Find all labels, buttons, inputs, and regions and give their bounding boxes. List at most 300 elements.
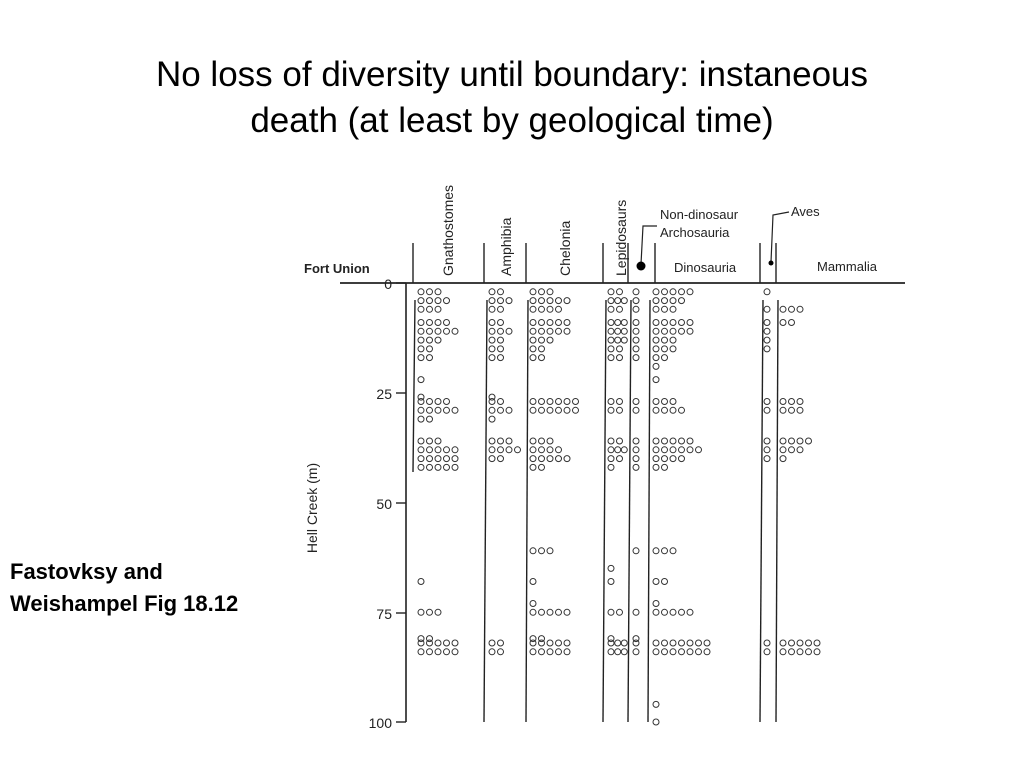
occurrence-point-mammalia [780,306,786,312]
occurrence-point-gnathostomes [444,298,450,304]
occurrence-point-lepidosaurs [608,464,614,470]
occurrence-point-dinosauria [696,649,702,655]
column-label-mammalia: Mammalia [817,259,877,274]
occurrence-point-lepidosaurs [617,355,623,361]
occurrence-point-chelonia [564,649,570,655]
occurrence-point-gnathostomes [418,649,424,655]
occurrence-point-dinosauria [662,407,668,413]
occurrence-point-archosauria [633,456,639,462]
occurrence-point-dinosauria [653,337,659,343]
occurrence-point-gnathostomes [435,640,441,646]
occurrence-point-archosauria [633,399,639,405]
occurrence-point-chelonia [530,609,536,615]
occurrence-point-archosauria [633,464,639,470]
occurrence-point-amphibia [489,298,495,304]
occurrence-point-lepidosaurs [608,355,614,361]
aves-marker [769,261,774,266]
occurrence-point-archosauria [633,328,639,334]
occurrence-point-lepidosaurs [608,579,614,585]
occurrence-point-amphibia [506,328,512,334]
occurrence-point-mammalia [780,640,786,646]
occurrence-point-gnathostomes [435,464,441,470]
occurrence-point-dinosauria [653,579,659,585]
occurrence-point-gnathostomes [435,320,441,326]
occurrence-point-gnathostomes [427,320,433,326]
occurrence-point-dinosauria [687,447,693,453]
occurrence-point-lepidosaurs [608,447,614,453]
occurrence-point-lepidosaurs [621,320,627,326]
occurrence-point-chelonia [547,649,553,655]
occurrence-point-lepidosaurs [608,289,614,295]
occurrence-point-mammalia [780,649,786,655]
occurrence-point-chelonia [539,609,545,615]
column-label-gnathostomes: Gnathostomes [440,184,456,276]
occurrence-point-aves [764,456,770,462]
occurrence-point-archosauria [633,447,639,453]
occurrence-point-archosauria [633,346,639,352]
occurrence-point-archosauria [633,298,639,304]
occurrence-point-lepidosaurs [608,640,614,646]
column-labels [440,185,878,276]
occurrence-point-lepidosaurs [621,337,627,343]
occurrence-point-dinosauria [687,289,693,295]
occurrence-point-dinosauria [653,298,659,304]
occurrence-point-gnathostomes [418,399,424,405]
occurrence-point-amphibia [498,320,504,326]
occurrence-point-lepidosaurs [617,289,623,295]
tick-label-100: 100 [368,715,392,731]
occurrence-point-amphibia [498,346,504,352]
occurrence-point-gnathostomes [435,447,441,453]
occurrence-point-lepidosaurs [608,609,614,615]
citation-line-1: Fastovksy and [10,559,163,584]
occurrence-point-mammalia [789,640,795,646]
occurrence-point-chelonia [530,355,536,361]
column-label-dinosauria: Dinosauria [674,260,737,275]
occurrence-point-dinosauria [687,649,693,655]
occurrence-point-amphibia [515,447,521,453]
occurrence-point-amphibia [498,337,504,343]
occurrence-point-amphibia [489,649,495,655]
occurrence-point-gnathostomes [435,337,441,343]
occurrence-point-lepidosaurs [615,328,621,334]
occurrence-point-dinosauria [679,640,685,646]
occurrence-point-mammalia [806,649,812,655]
occurrence-point-lepidosaurs [615,649,621,655]
occurrence-point-chelonia [564,407,570,413]
occurrence-point-dinosauria [653,701,659,707]
occurrence-point-chelonia [530,601,536,607]
occurrence-point-lepidosaurs [608,298,614,304]
occurrence-point-gnathostomes [452,456,458,462]
occurrence-point-gnathostomes [427,609,433,615]
column-label-archosauria: Archosauria [660,225,730,240]
occurrence-point-dinosauria [670,456,676,462]
occurrence-point-chelonia [539,346,545,352]
occurrence-point-dinosauria [704,649,710,655]
occurrence-point-gnathostomes [418,407,424,413]
occurrence-point-gnathostomes [427,399,433,405]
archosauria-marker [637,262,646,271]
occurrence-point-mammalia [780,399,786,405]
column-label-aves: Aves [791,204,820,219]
occurrence-point-mammalia [780,320,786,326]
occurrence-point-mammalia [780,447,786,453]
occurrence-point-chelonia [539,399,545,405]
occurrence-point-mammalia [806,438,812,444]
occurrence-point-amphibia [498,328,504,334]
occurrence-point-chelonia [547,337,553,343]
occurrence-point-chelonia [530,346,536,352]
occurrence-point-chelonia [530,298,536,304]
occurrence-point-chelonia [530,447,536,453]
occurrence-point-gnathostomes [444,447,450,453]
occurrence-point-chelonia [539,306,545,312]
occurrence-point-mammalia [806,640,812,646]
occurrence-point-chelonia [530,464,536,470]
occurrence-point-dinosauria [653,640,659,646]
occurrence-point-dinosauria [679,447,685,453]
occurrence-point-dinosauria [653,363,659,369]
occurrence-point-dinosauria [687,328,693,334]
kt-boundary [304,261,905,283]
occurrence-point-chelonia [556,399,562,405]
occurrence-point-lepidosaurs [615,320,621,326]
occurrence-point-dinosauria [662,355,668,361]
occurrence-point-chelonia [547,328,553,334]
occurrence-point-dinosauria [653,355,659,361]
occurrence-point-chelonia [539,464,545,470]
occurrence-point-mammalia [789,447,795,453]
range-line-chelonia [526,300,528,722]
occurrence-point-lepidosaurs [621,298,627,304]
occurrence-point-lepidosaurs [608,306,614,312]
occurrence-point-mammalia [789,438,795,444]
occurrence-point-chelonia [539,337,545,343]
occurrence-point-gnathostomes [427,328,433,334]
range-line-lepidosaurs [603,300,606,722]
occurrence-point-gnathostomes [418,640,424,646]
occurrence-points [418,289,820,725]
occurrence-point-lepidosaurs [608,456,614,462]
occurrence-point-chelonia [539,548,545,554]
occurrence-point-gnathostomes [452,640,458,646]
occurrence-point-dinosauria [653,719,659,725]
occurrence-point-gnathostomes [418,320,424,326]
occurrence-point-gnathostomes [444,640,450,646]
occurrence-point-gnathostomes [418,346,424,352]
occurrence-point-lepidosaurs [615,447,621,453]
occurrence-point-amphibia [489,346,495,352]
occurrence-point-chelonia [530,649,536,655]
occurrence-point-chelonia [547,609,553,615]
occurrence-point-dinosauria [653,407,659,413]
occurrence-point-gnathostomes [427,337,433,343]
occurrence-point-amphibia [498,306,504,312]
occurrence-point-amphibia [489,416,495,422]
occurrence-point-dinosauria [662,640,668,646]
occurrence-point-dinosauria [653,447,659,453]
column-label-lepidosaurs: Lepidosaurs [613,199,629,276]
occurrence-point-dinosauria [670,548,676,554]
occurrence-point-gnathostomes [418,355,424,361]
range-line-mammalia [776,300,778,722]
occurrence-point-gnathostomes [427,346,433,352]
occurrence-point-gnathostomes [418,377,424,383]
occurrence-point-mammalia [797,640,803,646]
occurrence-point-dinosauria [653,609,659,615]
occurrence-point-aves [764,328,770,334]
occurrence-point-mammalia [814,640,820,646]
occurrence-point-amphibia [498,649,504,655]
occurrence-point-dinosauria [662,328,668,334]
column-dividers [413,243,778,722]
occurrence-point-dinosauria [662,320,668,326]
occurrence-point-chelonia [556,609,562,615]
occurrence-point-lepidosaurs [608,320,614,326]
occurrence-point-chelonia [556,320,562,326]
occurrence-point-chelonia [530,399,536,405]
occurrence-point-chelonia [556,640,562,646]
occurrence-point-gnathostomes [427,289,433,295]
occurrence-point-amphibia [506,447,512,453]
occurrence-point-dinosauria [670,346,676,352]
occurrence-point-dinosauria [696,640,702,646]
tick-label-75: 75 [376,606,392,622]
occurrence-point-chelonia [564,298,570,304]
occurrence-point-gnathostomes [435,649,441,655]
occurrence-point-chelonia [547,320,553,326]
occurrence-point-lepidosaurs [617,609,623,615]
occurrence-point-amphibia [489,456,495,462]
occurrence-point-lepidosaurs [608,337,614,343]
occurrence-point-archosauria [633,640,639,646]
occurrence-point-archosauria [633,548,639,554]
occurrence-point-dinosauria [653,456,659,462]
occurrence-point-gnathostomes [435,298,441,304]
occurrence-point-chelonia [530,337,536,343]
occurrence-point-dinosauria [662,289,668,295]
occurrence-point-mammalia [780,456,786,462]
occurrence-point-gnathostomes [418,609,424,615]
occurrence-point-gnathostomes [427,456,433,462]
occurrence-point-chelonia [573,399,579,405]
occurrence-point-chelonia [539,320,545,326]
occurrence-point-archosauria [633,609,639,615]
occurrence-point-mammalia [797,306,803,312]
occurrence-point-amphibia [498,456,504,462]
occurrence-point-dinosauria [662,649,668,655]
occurrence-point-lepidosaurs [615,298,621,304]
occurrence-point-lepidosaurs [621,649,627,655]
slide-title-line-1: No loss of diversity until boundary: instaneous [155,55,869,94]
occurrence-point-amphibia [489,289,495,295]
occurrence-point-chelonia [547,640,553,646]
occurrence-point-amphibia [489,438,495,444]
occurrence-point-aves [764,438,770,444]
occurrence-point-dinosauria [670,320,676,326]
occurrence-point-dinosauria [670,609,676,615]
occurrence-point-chelonia [547,548,553,554]
occurrence-point-lepidosaurs [617,407,623,413]
occurrence-point-lepidosaurs [617,346,623,352]
tick-label-25: 25 [376,386,392,402]
occurrence-point-amphibia [489,320,495,326]
occurrence-point-chelonia [556,456,562,462]
occurrence-point-gnathostomes [427,306,433,312]
occurrence-point-dinosauria [653,377,659,383]
occurrence-point-chelonia [530,579,536,585]
occurrence-point-lepidosaurs [621,447,627,453]
occurrence-point-gnathostomes [418,464,424,470]
occurrence-point-amphibia [498,447,504,453]
occurrence-point-dinosauria [662,456,668,462]
occurrence-point-lepidosaurs [615,640,621,646]
occurrence-point-chelonia [530,407,536,413]
occurrence-point-chelonia [564,640,570,646]
occurrence-point-aves [764,447,770,453]
occurrence-point-chelonia [547,456,553,462]
occurrence-point-dinosauria [679,649,685,655]
occurrence-point-amphibia [489,399,495,405]
occurrence-point-chelonia [530,640,536,646]
occurrence-point-chelonia [530,456,536,462]
occurrence-point-gnathostomes [444,399,450,405]
occurrence-point-dinosauria [653,346,659,352]
occurrence-point-gnathostomes [427,447,433,453]
occurrence-point-dinosauria [670,447,676,453]
occurrence-point-gnathostomes [435,328,441,334]
occurrence-point-mammalia [789,407,795,413]
occurrence-point-dinosauria [670,289,676,295]
occurrence-point-gnathostomes [418,416,424,422]
occurrence-point-archosauria [633,438,639,444]
occurrence-point-dinosauria [679,438,685,444]
occurrence-point-chelonia [564,609,570,615]
occurrence-point-aves [764,649,770,655]
occurrence-point-dinosauria [687,609,693,615]
occurrence-point-chelonia [547,298,553,304]
occurrence-point-chelonia [530,289,536,295]
occurrence-point-mammalia [797,407,803,413]
occurrence-point-gnathostomes [444,464,450,470]
range-line-archosauria-2 [648,300,650,722]
occurrence-point-chelonia [556,298,562,304]
range-line-amphibia [484,300,487,722]
occurrence-point-dinosauria [662,298,668,304]
occurrence-point-amphibia [506,298,512,304]
occurrence-point-gnathostomes [452,447,458,453]
occurrence-point-dinosauria [662,337,668,343]
occurrence-point-dinosauria [662,346,668,352]
occurrence-point-lepidosaurs [608,438,614,444]
occurrence-point-amphibia [489,407,495,413]
occurrence-point-dinosauria [653,320,659,326]
occurrence-point-lepidosaurs [617,456,623,462]
occurrence-point-gnathostomes [452,328,458,334]
occurrence-point-amphibia [489,447,495,453]
occurrence-point-dinosauria [662,609,668,615]
occurrence-point-gnathostomes [427,649,433,655]
occurrence-point-lepidosaurs [617,438,623,444]
occurrence-point-dinosauria [662,548,668,554]
occurrence-point-amphibia [498,289,504,295]
occurrence-point-aves [764,399,770,405]
occurrence-point-amphibia [489,328,495,334]
occurrence-point-lepidosaurs [608,649,614,655]
occurrence-point-chelonia [539,649,545,655]
occurrence-point-chelonia [539,355,545,361]
slide-title-line-2: death (at least by geological time) [250,101,774,140]
occurrence-point-dinosauria [670,438,676,444]
occurrence-point-amphibia [498,407,504,413]
occurrence-point-archosauria [633,649,639,655]
occurrence-point-aves [764,306,770,312]
occurrence-point-gnathostomes [418,456,424,462]
occurrence-point-gnathostomes [444,328,450,334]
occurrence-point-dinosauria [687,640,693,646]
occurrence-point-mammalia [789,306,795,312]
occurrence-point-dinosauria [653,399,659,405]
occurrence-point-chelonia [530,328,536,334]
occurrence-point-lepidosaurs [621,328,627,334]
occurrence-point-chelonia [547,289,553,295]
occurrence-point-gnathostomes [427,464,433,470]
occurrence-point-mammalia [789,399,795,405]
occurrence-point-aves [764,346,770,352]
occurrence-point-chelonia [564,320,570,326]
occurrence-point-lepidosaurs [608,407,614,413]
column-label-amphibia: Amphibia [498,217,514,276]
occurrence-point-gnathostomes [427,355,433,361]
occurrence-point-lepidosaurs [615,337,621,343]
occurrence-point-archosauria [633,407,639,413]
occurrence-point-dinosauria [679,328,685,334]
occurrence-point-gnathostomes [435,399,441,405]
occurrence-point-dinosauria [653,464,659,470]
occurrence-point-dinosauria [679,298,685,304]
occurrence-point-lepidosaurs [608,399,614,405]
occurrence-point-chelonia [539,456,545,462]
occurrence-point-gnathostomes [435,407,441,413]
occurrence-point-gnathostomes [427,640,433,646]
occurrence-point-gnathostomes [418,447,424,453]
occurrence-point-chelonia [556,407,562,413]
occurrence-point-aves [764,640,770,646]
occurrence-point-chelonia [539,447,545,453]
occurrence-point-mammalia [789,649,795,655]
occurrence-point-aves [764,320,770,326]
occurrence-point-gnathostomes [444,407,450,413]
occurrence-point-dinosauria [679,289,685,295]
occurrence-point-chelonia [539,298,545,304]
occurrence-point-chelonia [556,328,562,334]
occurrence-point-chelonia [564,328,570,334]
occurrence-point-lepidosaurs [621,640,627,646]
occurrence-point-mammalia [797,399,803,405]
occurrence-point-chelonia [547,399,553,405]
occurrence-point-amphibia [506,407,512,413]
occurrence-point-dinosauria [670,328,676,334]
occurrence-point-chelonia [539,640,545,646]
occurrence-point-gnathostomes [444,649,450,655]
occurrence-point-archosauria [633,289,639,295]
occurrence-point-aves [764,407,770,413]
occurrence-point-gnathostomes [418,579,424,585]
occurrence-point-dinosauria [670,407,676,413]
occurrence-point-gnathostomes [418,298,424,304]
occurrence-point-gnathostomes [427,416,433,422]
